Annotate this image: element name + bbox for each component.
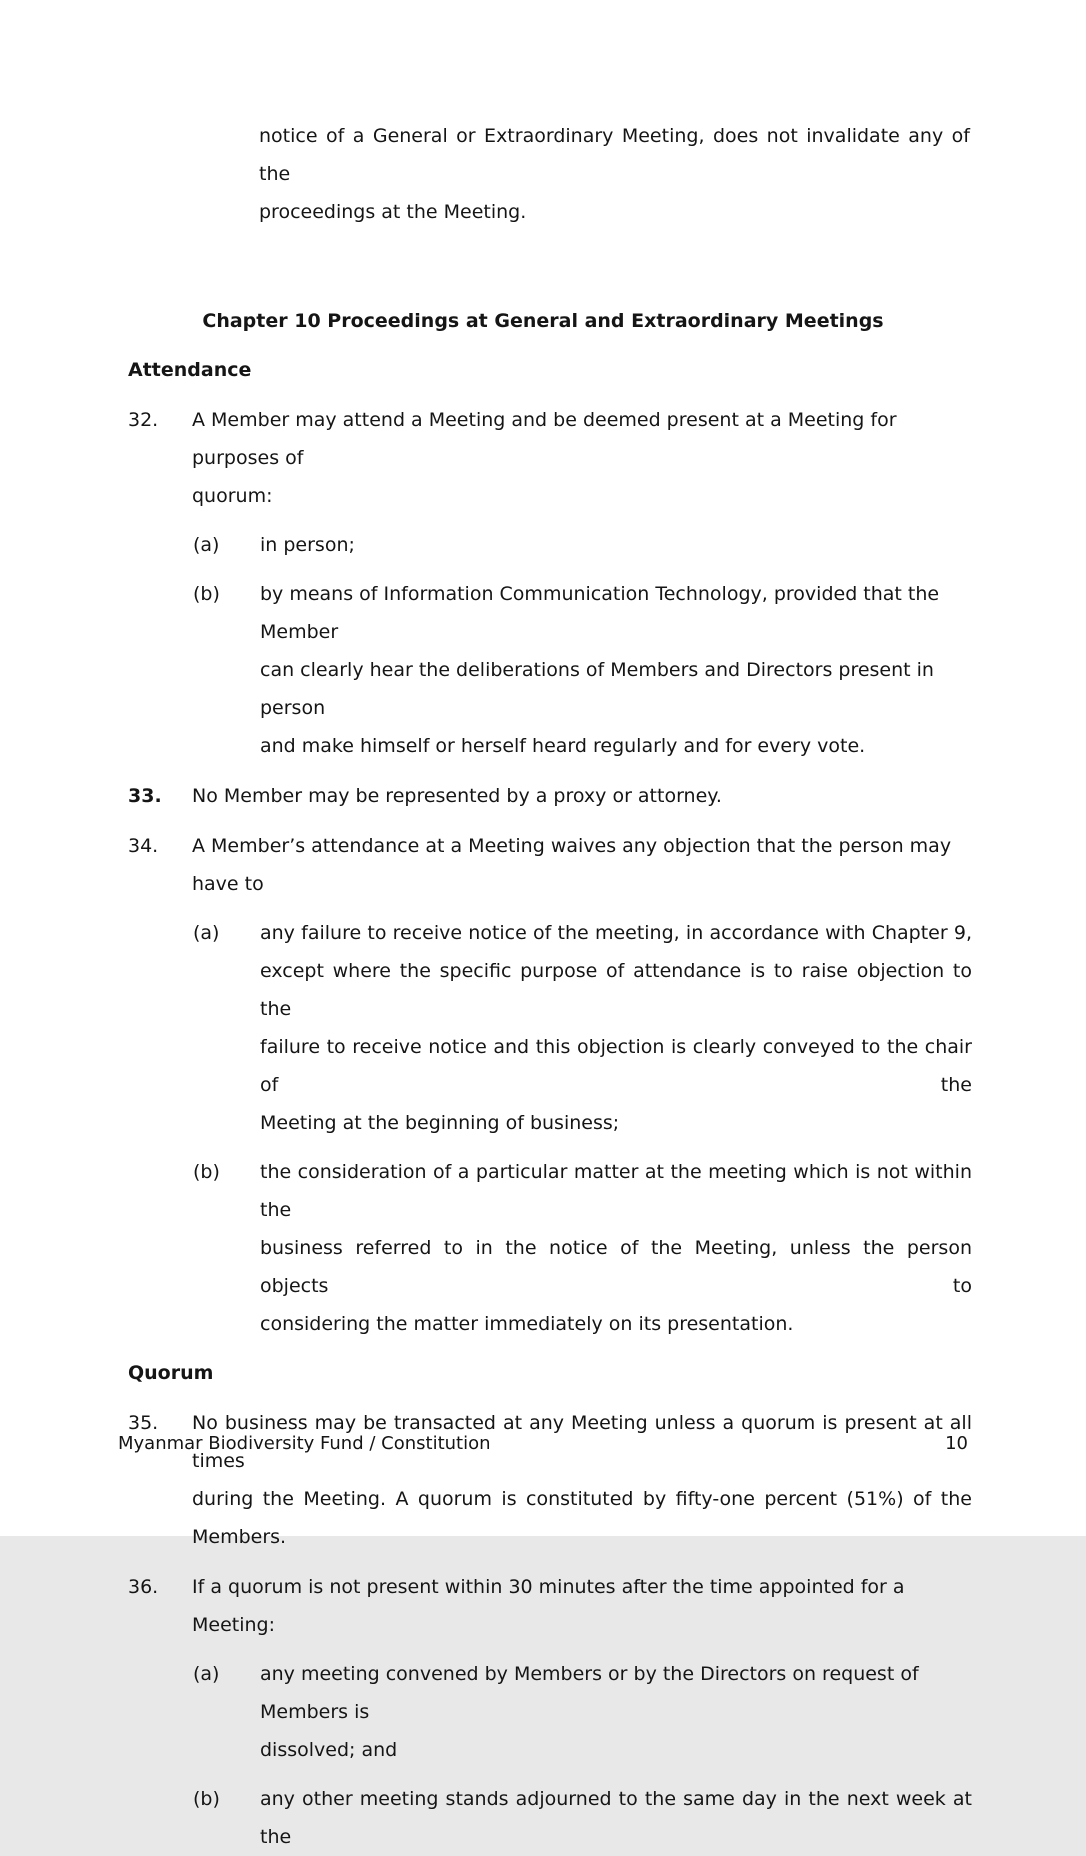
item-36b [193,1780,1086,1856]
subitem-body [260,575,972,765]
item-35 [128,1404,1086,1556]
item-body [192,401,972,515]
item-number: 36. [128,1576,159,1598]
text-line: business referred to in the notice of the Meeting, unless the person objects to [260,1237,972,1297]
text-line: the consideration of a particular matter at the meeting which is not within the [260,1161,972,1221]
text-line: If a quorum is not present within 30 minutes after the time appointed for a Meeting: [192,1576,905,1636]
subitem-body [260,914,972,1142]
subitem-body [260,1655,972,1769]
section-heading-quorum: Quorum [128,1362,214,1384]
subitem-body [260,526,972,564]
item-34 [128,827,1086,903]
item-number: 33. [128,785,162,807]
subitem-body [260,1153,972,1343]
text-line: failure to receive notice and this objection is clearly conveyed to the chair of the [260,1036,972,1096]
text-line: except where the specific purpose of attendance is to raise objection to the [260,960,972,1020]
item-34a [193,914,1086,1142]
text-line: any failure to receive notice of the meeting, in accordance with Chapter 9, [260,922,972,944]
item-33 [128,777,1086,815]
page-footer [0,1432,1086,1456]
text-line: quorum: [192,485,273,507]
subitem-marker: (a) [193,922,220,944]
subitem-marker: (b) [193,583,220,605]
item-body [192,827,972,903]
text-line: during the Meeting. A quorum is constituted by fifty-one percent (51%) of the [192,1488,972,1510]
footer-title: Myanmar Biodiversity Fund / Constitution [118,1433,491,1454]
text-line: considering the matter immediately on its presentation. [260,1313,794,1335]
text-line: dissolved; and [260,1739,398,1761]
text-line: can clearly hear the deliberations of Members and Directors present in person [260,659,934,719]
subitem-marker: (a) [193,534,220,556]
text-line: No business may be transacted at any Meeting unless a quorum is present at all times [192,1412,972,1472]
text-line: A Member’s attendance at a Meeting waives any objection that the person may have to [192,835,952,895]
text-line: Meeting at the beginning of business; [260,1112,620,1134]
item-32 [128,401,1086,515]
item-34b [193,1153,1086,1343]
item-36 [128,1568,1086,1644]
item-32a [193,526,1086,564]
page-number: 10 [945,1433,968,1454]
text-line: A Member may attend a Meeting and be deemed present at a Meeting for purposes of [192,409,897,469]
text-line: by means of Information Communication Technology, provided that the Member [260,583,940,643]
item-36a [193,1655,1086,1769]
section-heading-attendance: Attendance [128,359,252,381]
item-32b [193,575,1086,765]
text-line: proceedings at the Meeting. [259,201,527,223]
item-number: 35. [128,1412,159,1434]
subitem-marker: (b) [193,1788,220,1810]
item-body [192,1404,972,1556]
text-line: any other meeting stands adjourned to the same day in the next week at the [260,1788,972,1848]
subitem-marker: (b) [193,1161,220,1183]
item-body [192,777,972,815]
text-line: and make himself or herself heard regularly and for every vote. [260,735,866,757]
subitem-body [260,1780,972,1856]
text-line: any meeting convened by Members or by the Directors on request of Members is [260,1663,919,1723]
text-line: notice of a General or Extraordinary Meeting, does not invalidate any of the [259,125,970,185]
chapter-heading: Chapter 10 Proceedings at General and Extraordinary Meetings [202,310,884,332]
intro-paragraph [259,117,970,231]
text-line: in person; [260,534,355,556]
text-line: No Member may be represented by a proxy or attorney. [192,785,722,807]
text-line: Members. [192,1526,287,1548]
item-number: 32. [128,409,159,431]
subitem-marker: (a) [193,1663,220,1685]
item-number: 34. [128,835,159,857]
item-body [192,1568,972,1644]
